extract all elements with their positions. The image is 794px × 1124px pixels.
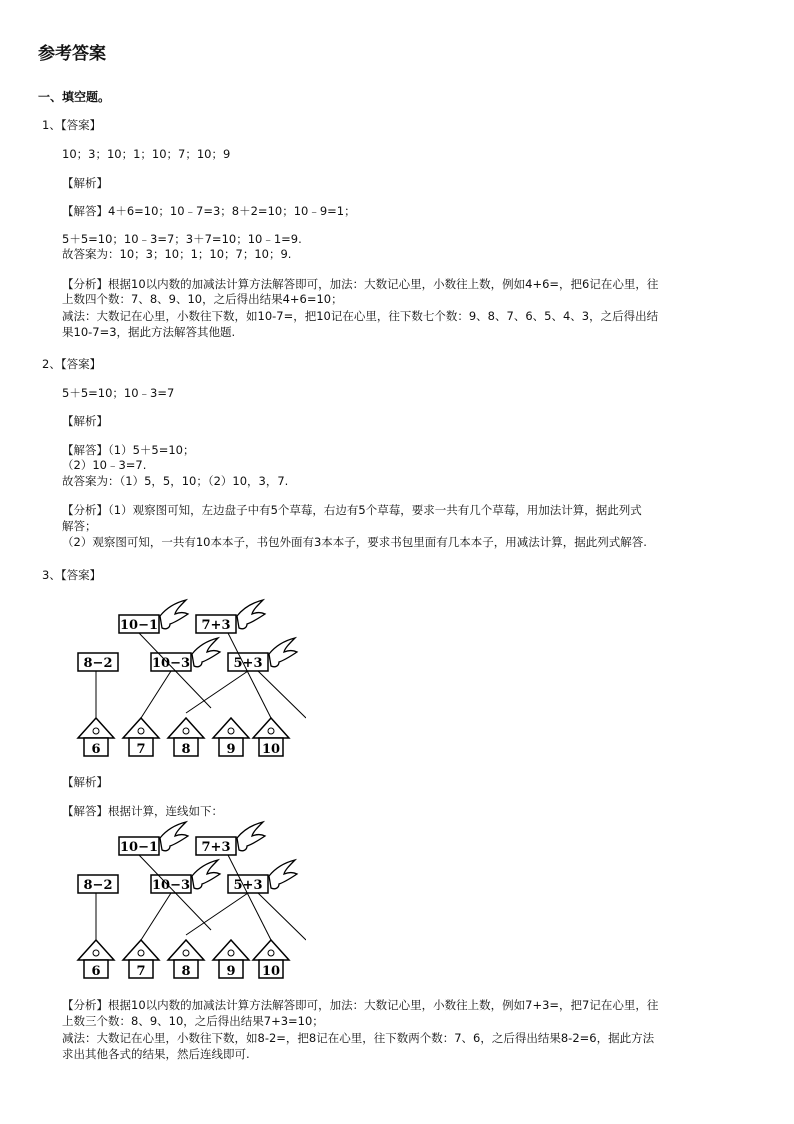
q1-label: 1、【答案】: [42, 118, 102, 132]
q1-answer: 10；3；10；1；10；7；10；9: [62, 147, 231, 161]
q2-analysis-label: 【解析】: [62, 414, 108, 428]
house-number: 10: [261, 742, 281, 757]
expression-text: 10−1: [119, 618, 159, 633]
matching-diagram: [76, 820, 306, 980]
q2-solution-line: （2）10﹣3=7.: [62, 458, 147, 472]
matching-figure-answer: [76, 598, 306, 758]
q3-reasoning-line: 【分析】根据10以内数的加减法计算方法解答即可，加法：大数记心里，小数往上数，例如7+3=，把7记在心里，往: [62, 998, 659, 1012]
expression-text: 5+3: [233, 656, 263, 671]
house-number: 10: [261, 964, 281, 979]
expression-box: [151, 875, 191, 893]
house-number: 9: [226, 742, 236, 757]
q1-solution-line: 【解答】4＋6=10；10﹣7=3；8＋2=10；10﹣9=1；: [62, 204, 356, 218]
expression-box: [119, 837, 159, 855]
expression-text: 8−2: [83, 878, 113, 893]
house-number: 9: [226, 964, 236, 979]
expression-box: [228, 653, 268, 671]
expression-box: [78, 653, 118, 671]
expression-text: 5+3: [233, 878, 263, 893]
q3-reasoning-line: 上数三个数：8、9、10，之后得出结果7+3=10；: [62, 1014, 324, 1028]
dove-icon: [269, 638, 297, 667]
house-icon: [213, 718, 249, 757]
expression-text: 10−3: [151, 656, 191, 671]
q3-label: 3、【答案】: [42, 568, 102, 582]
expression-box: [151, 653, 191, 671]
q2-reasoning-line: 【分析】（1）观察图可知，左边盘子中有5个草莓，右边有5个草莓，要求一共有几个草莓，用加法计算，据此列式: [62, 503, 642, 517]
q1-solution-line: 故答案为：10；3；10；1；10；7；10；9.: [62, 247, 292, 261]
expression-box: [119, 615, 159, 633]
q1-solution-line: 5＋5=10；10﹣3=7；3＋7=10；10﹣1=9.: [62, 232, 302, 246]
house-number: 8: [181, 964, 191, 979]
dove-icon: [160, 600, 188, 629]
q2-reasoning-line: 解答；: [62, 519, 97, 533]
q2-solution-line: 故答案为：（1）5，5，10；（2）10，3，7.: [62, 474, 289, 488]
house-icon: [123, 718, 159, 757]
house-number: 6: [91, 742, 101, 757]
q1-reasoning-line: 减法：大数记在心里，小数往下数，如10-7=，把10记在心里，往下数七个数：9、8、7、6、5、4、3，之后得出结: [62, 309, 659, 323]
q2-reasoning-line: （2）观察图可知，一共有10本本子，书包外面有3本本子，要求书包里面有几本本子，用减法计算，据此列式解答.: [62, 535, 647, 549]
q3-solution-line: 【解答】根据计算，连线如下：: [62, 804, 223, 818]
expression-text: 7+3: [201, 618, 231, 633]
expression-text: 7+3: [201, 840, 231, 855]
house-icon: [78, 940, 114, 979]
house-number: 8: [181, 742, 191, 757]
house-icon: [253, 940, 289, 979]
page-title: 参考答案: [38, 44, 106, 64]
house-icon: [78, 718, 114, 757]
dove-icon: [269, 860, 297, 889]
expression-text: 10−1: [119, 840, 159, 855]
house-icon: [213, 940, 249, 979]
house-number: 7: [136, 742, 146, 757]
q1-analysis-label: 【解析】: [62, 176, 108, 190]
q3-reasoning-line: 求出其他各式的结果，然后连线即可.: [62, 1047, 250, 1061]
house-number: 6: [91, 964, 101, 979]
house-icon: [123, 940, 159, 979]
matching-figure-solution: [76, 820, 306, 980]
expression-box: [196, 837, 236, 855]
q2-label: 2、【答案】: [42, 357, 102, 371]
section-heading: 一、填空题。: [38, 90, 111, 104]
dove-icon: [192, 638, 220, 667]
q3-reasoning-line: 减法：大数记在心里，小数往下数，如8-2=，把8记在心里，往下数两个数：7、6，之后得出结果8-2=6，据此方法: [62, 1031, 655, 1045]
dove-icon: [192, 860, 220, 889]
expression-box: [196, 615, 236, 633]
expression-text: 8−2: [83, 656, 113, 671]
dove-icon: [237, 600, 265, 629]
expression-box: [78, 875, 118, 893]
expression-box: [228, 875, 268, 893]
q1-reasoning-line: 【分析】根据10以内数的加减法计算方法解答即可，加法：大数记心里，小数往上数，例如4+6=，把6记在心里，往: [62, 277, 659, 291]
dove-icon: [160, 822, 188, 851]
q3-analysis-label: 【解析】: [62, 775, 108, 789]
q1-reasoning-line: 上数四个数：7、8、9、10，之后得出结果4+6=10；: [62, 292, 343, 306]
expression-text: 10−3: [151, 878, 191, 893]
house-icon: [253, 718, 289, 757]
house-number: 7: [136, 964, 146, 979]
q1-reasoning-line: 果10-7=3，据此方法解答其他题.: [62, 325, 236, 339]
q2-solution-line: 【解答】（1）5＋5=10；: [62, 443, 195, 457]
dove-icon: [237, 822, 265, 851]
q2-answer: 5＋5=10；10﹣3=7: [62, 386, 175, 400]
house-icon: [168, 940, 204, 979]
house-icon: [168, 718, 204, 757]
matching-diagram: [76, 598, 306, 758]
